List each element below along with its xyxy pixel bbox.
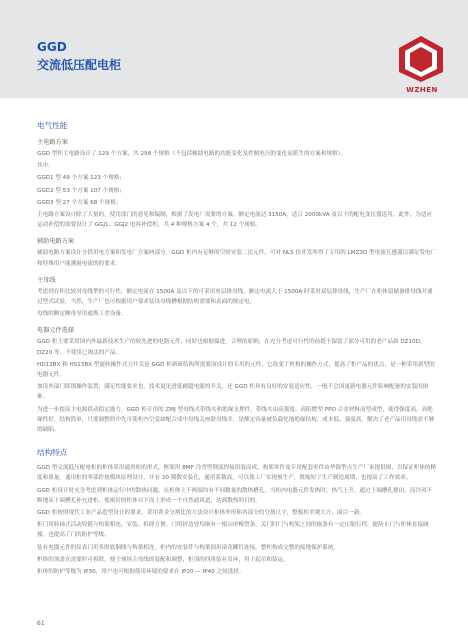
section-title-structure: 结构特点: [37, 448, 68, 458]
paragraph: 辅助电路方案设计分供用电方案和发电厂方案两部分，GGD 柜内有足够的空间安装二次元件，可对 NLS 仿并发所得了专用的 LMZ3D 型电流互感器以满足发电厂和特殊用户能测量电流的的要求。: [37, 250, 437, 267]
paragraph: GGD 型交流低压配电柜的柜体采用通用柜的形式，框架用 8MF 冷弯型钢部焊接组装而成，构架零件及专用配套零件由华源型点生产厂家提供图，以保证柜体的精度和质量。通用柜的零部件按模块原理设计，并有 20 模数安装孔，通用系数高，可以使工厂实现预生产，既缩短了生产制造周期，也提高了工作效率。: [37, 465, 437, 482]
paragraph: 柜体的防护等级为 IP30，用户也可根据使用环境的要求在 IP20 — IP40 之间选择。: [37, 569, 245, 576]
brand-logo-icon: [395, 34, 447, 84]
paragraph: 柜门用转轴式活动铰链与构架相连，安装、拆卸方便。门的折边处均嵌有一根山形橡塑条，关门时门与构架之间的嵌条有一定压缩行程，能防止门与柜体直接碰撞，也提高了门的防护等级。: [37, 522, 429, 539]
subheading-busbar: 主母线: [37, 276, 56, 284]
document-body: [37, 108, 437, 579]
brand-logo-text: WZHEN: [406, 86, 438, 94]
product-code: GGD: [37, 40, 67, 54]
paragraph: 母线的额定额母导用通规工差设备。: [37, 311, 127, 318]
paragraph: GGD 柜按照现代工业产品造型设计的要求，采用黄金分割比的方法设计柜体外形和各部分的分割尺寸，整板柜美观大方，面目一新。: [37, 510, 366, 517]
page-header: [0, 0, 468, 98]
page-title: 交流低压配电柜: [37, 58, 122, 72]
section-title-electrical: 电气性能: [37, 121, 68, 130]
paragraph: 为进一步提高主电源供动稳定能力，GGD 柜专用的 ZMJ 型母线式带线夹和绝缘支撑件，带线夹由高强度、高阻燃型 PPO 合金材料而型成型，使得强度高、高绝缘性好、结构简单，只要调整的中先可使柜内空变如配合成中母线关座联母线并，是额定容量被负载化地绝缘结构，成本低，强度高，解决了老产品用母线需不够的缺陷。: [37, 406, 435, 434]
subheading-components: 电器元件选择: [37, 327, 75, 335]
list-item: GGD2 型 53 个方案 107 个规格；: [37, 187, 125, 194]
paragraph: HD13BX 和 HS13BX 型旋转操作式刀开关是 GGD 柜新研结构所需要而设计的专用的元件，它改变了机构的操作方式，提高了柜产品的优点，是一种采用新型的电器元件。: [37, 361, 435, 379]
paragraph: 考虑到在柜比较对母线型的可行性，额定电流在 1500A 及以下的可采用单层排母线，额定电流大于 1500A 时采用双层排母线，生产厂在柜体留储备排母线并通过型式试验，当然，生产厂也可根据用户要求装设母线槽根据结构需要和表面的规定电。: [37, 288, 433, 306]
paragraph: 主电路方案设计除了大量的，使用部门的意见和编制，根据了发电厂需要的方案。额定电流达 3150A，适合 2000kVA 及以下的配电变压器选用。此外，为适应运动补偿的需要设计了 GGJ1、GGJ2 电容补偿柜，共 4 种规格方案 4 个，共 12 个规格。: [37, 212, 432, 229]
paragraph: GGD 柜主要采用国内外最新技术生产的较先进的电器元件，同时也根据保进，合理的原则，在充分考虑可行性的前提下保留了部分可用的老产品如 DZ10D、DZ20 等，不使用已淘汰的产品。: [37, 339, 426, 356]
paragraph: GGD 型柜主电路设计了 129 个方案，共 298 个规格（不包括辅助电路的功能变化及控制电压的变化而派生的方案和规格）。: [37, 151, 346, 157]
paragraph: 其中：: [37, 163, 54, 170]
page-number: 61: [37, 620, 45, 627]
paragraph: 加设外部门联锁操作装置，满足性能要求也，技术更见进低耐超电能的开关，还 GGD 柜具有良好的安装适应性，一般不会因更新电器元件影响配备的安装的困难。: [37, 384, 429, 401]
subheading-aux-circuit: 辅助电路方案: [37, 238, 75, 246]
paragraph: 柜体的顶盖在需要时可拆除，便于现场主母线的装配和调整，柜顶的四角装有吊环，用于起吊和装运。: [37, 556, 289, 563]
list-item: GGD1 型 49 个方案 123 个规格；: [37, 175, 125, 182]
subheading-main-circuit: 主电路方案: [37, 139, 68, 146]
paragraph: GGD 柜设计时充分考虑到柜体运行中的散热问题，在柜体上下两端均有不同数量的散热槽孔，当柜内电器元件发热时，热气上升，通过上端槽孔排出，而冷风不断地从下端槽孔补充进柜，使密封的柜体自下而上形成一个自然通风道，达到散热的目的。: [37, 487, 433, 504]
paragraph: 装有电器元件的仪表门用多股软铜线与构架相连，柜内的安装件与构架间用滚花螺钉连接，整柜构成完整的接地保护系统。: [37, 544, 340, 551]
list-item: GGD3 型 27 个方案 68 个规格；: [37, 199, 122, 206]
